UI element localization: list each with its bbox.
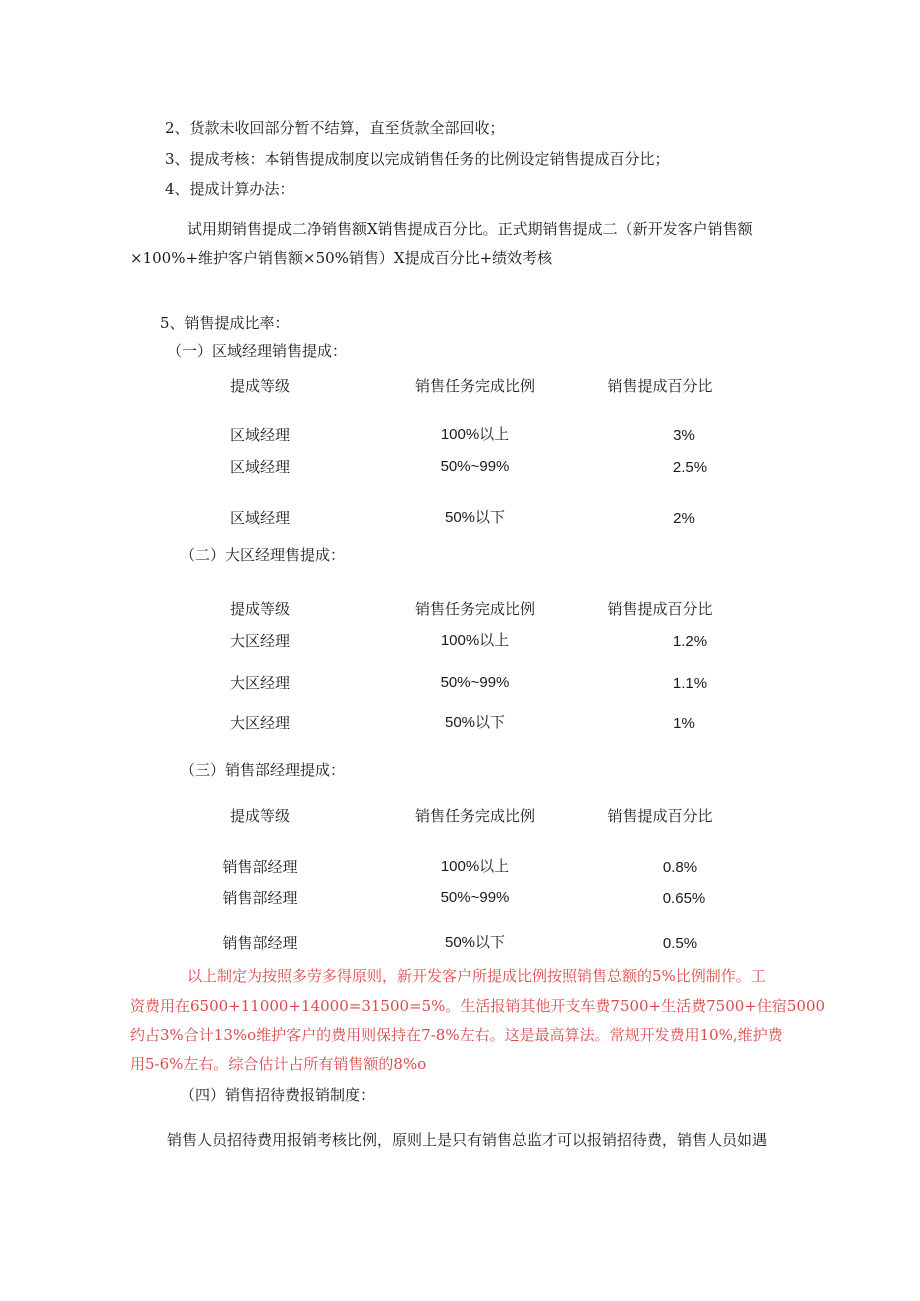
table-3-heading: （三）销售部经理提成： xyxy=(180,761,346,779)
table-1-row-1-level: 区域经理 xyxy=(229,426,290,444)
table-3-col-percent: 销售提成百分比 xyxy=(607,807,713,825)
table-2-row-2-percent: 1.1% xyxy=(672,675,708,692)
note-line-3: 约占3%合计13%o维护客户的费用则保持在7-8%左右。这是最高算法。常规开发费用10%,维护费 xyxy=(130,1026,783,1044)
item-5: 5、销售提成比率： xyxy=(160,314,290,332)
formula-line-1: 试用期销售提成二净销售额X销售提成百分比。正式期销售提成二（新开发客户销售额 xyxy=(187,220,753,238)
section-4-paragraph: 销售人员招待费用报销考核比例，原则上是只有销售总监才可以报销招待费，销售人员如遇 xyxy=(167,1131,768,1149)
table-2-col-ratio: 销售任务完成比例 xyxy=(414,600,535,618)
table-2-heading: （二）大区经理售提成： xyxy=(180,546,346,564)
table-3-col-ratio: 销售任务完成比例 xyxy=(414,807,535,825)
section-4-heading: （四）销售招待费报销制度： xyxy=(180,1086,376,1104)
table-1-row-2-ratio: 50%~99% xyxy=(440,458,510,475)
item-3: 3、提成考核：本销售提成制度以完成销售任务的比例设定销售提成百分比； xyxy=(165,150,670,168)
table-1-row-1-percent: 3% xyxy=(673,427,695,444)
table-3-row-1-ratio: 100%以上 xyxy=(440,858,510,875)
item-2: 2、货款未收回部分暂不结算，直至货款全部回收； xyxy=(165,119,505,137)
table-2-row-3-ratio: 50%以下 xyxy=(444,714,506,731)
item-4: 4、提成计算办法： xyxy=(165,180,295,198)
table-2-row-1-ratio: 100%以上 xyxy=(440,632,510,649)
table-2-row-2-ratio: 50%~99% xyxy=(440,674,510,691)
table-3-row-2-level: 销售部经理 xyxy=(222,889,298,907)
table-1-col-ratio: 销售任务完成比例 xyxy=(414,377,535,395)
table-2-col-level: 提成等级 xyxy=(229,600,290,618)
table-2-row-1-percent: 1.2% xyxy=(672,633,708,650)
table-1-row-2-level: 区域经理 xyxy=(229,458,290,476)
table-1-row-3-level: 区域经理 xyxy=(229,509,290,527)
table-3-row-1-level: 销售部经理 xyxy=(222,858,298,876)
table-2-col-percent: 销售提成百分比 xyxy=(607,600,713,618)
note-line-1: 以上制定为按照多劳多得原则，新开发客户所提成比例按照销售总额的5%比例制作。工 xyxy=(187,967,766,985)
table-2-row-2-level: 大区经理 xyxy=(229,674,290,692)
table-1-heading: （一）区域经理销售提成： xyxy=(167,342,348,360)
table-1-row-2-percent: 2.5% xyxy=(672,459,708,476)
formula-line-2: ×100%+维护客户销售额×50%销售）X提成百分比+绩效考核 xyxy=(130,249,553,267)
table-1-col-level: 提成等级 xyxy=(229,377,290,395)
table-3-row-1-percent: 0.8% xyxy=(662,859,698,876)
table-1-col-percent: 销售提成百分比 xyxy=(607,377,713,395)
table-3-row-2-percent: 0.65% xyxy=(662,890,706,907)
table-2-row-1-level: 大区经理 xyxy=(229,632,290,650)
table-1-row-1-ratio: 100%以上 xyxy=(440,426,510,443)
table-2-row-3-level: 大区经理 xyxy=(229,714,290,732)
note-line-2: 资费用在6500+11000+14000=31500=5%。生活报销其他开支车费7500+生活费7500+住宿5000 xyxy=(130,997,826,1015)
table-3-col-level: 提成等级 xyxy=(229,807,290,825)
table-1-row-3-ratio: 50%以下 xyxy=(444,509,506,526)
table-3-row-2-ratio: 50%~99% xyxy=(440,889,510,906)
table-3-row-3-ratio: 50%以下 xyxy=(444,934,506,951)
table-3-row-3-level: 销售部经理 xyxy=(222,934,298,952)
table-3-row-3-percent: 0.5% xyxy=(662,935,698,952)
note-line-4: 用5-6%左右。综合估计占所有销售额的8%o xyxy=(130,1055,427,1073)
table-2-row-3-percent: 1% xyxy=(673,715,695,732)
table-1-row-3-percent: 2% xyxy=(673,510,695,527)
